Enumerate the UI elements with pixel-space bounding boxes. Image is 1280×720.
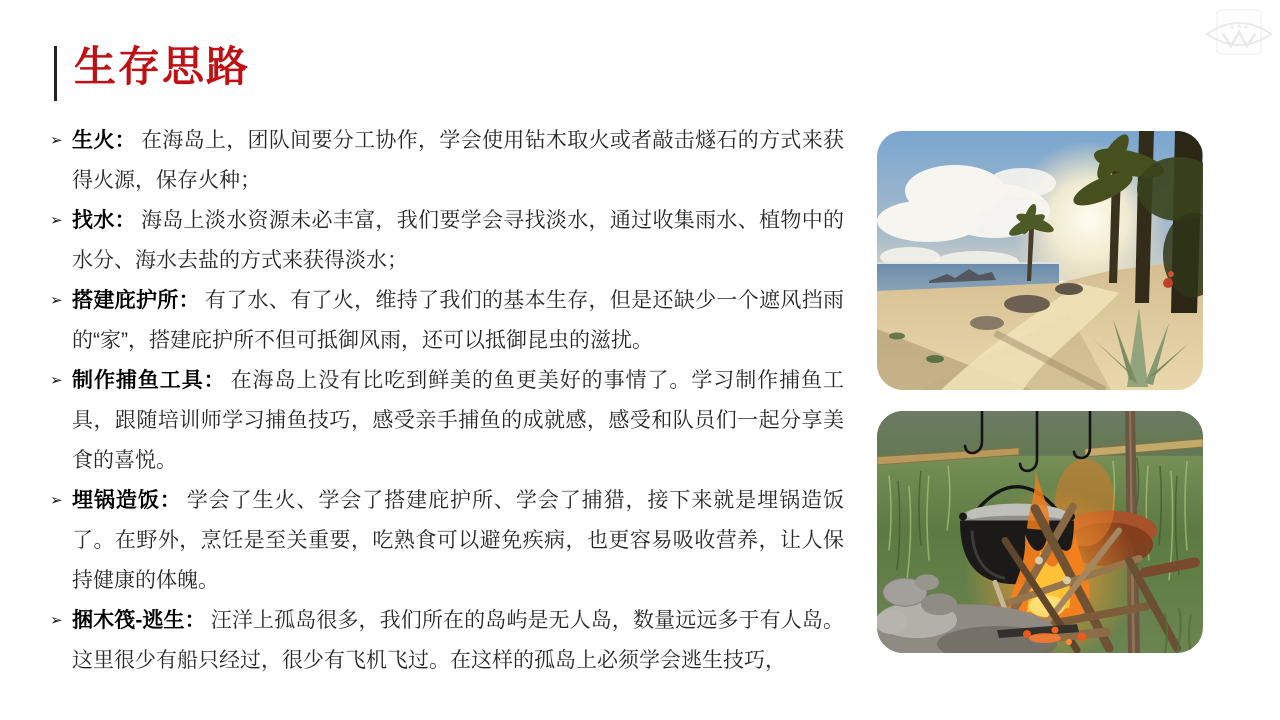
title-accent-bar <box>54 46 57 101</box>
bullet-head: 捆木筏-逃生： <box>72 609 206 632</box>
bullet-head: 制作捕鱼工具： <box>72 369 226 392</box>
bullet-head: 找水： <box>72 209 136 232</box>
bullet-body: 有了水、有了火，维持了我们的基本生存，但是还缺少一个遮风挡雨的“家”，搭建庇护所不但可抵御风雨，还可以抵御昆虫的滋扰。 <box>72 289 845 352</box>
bullet-body: 海岛上淡水资源未必丰富，我们要学会寻找淡水，通过收集雨水、植物中的水分、海水去盐的方式来获得淡水； <box>72 209 845 272</box>
bullet-arrow-icon: ➢ <box>50 372 63 389</box>
beach-grass <box>889 333 905 340</box>
bullet-arrow-icon: ➢ <box>50 492 63 509</box>
island-beach-photo <box>877 131 1203 390</box>
bullet-body: 学会了生火、学会了搭建庇护所、学会了捕猎，接下来就是埋锅造饭了。在野外，烹饪是至关重要，吃熟食可以避免疾病，也更容易吸收营养，让人保持健康的体魄。 <box>72 489 845 592</box>
red-flower <box>1168 271 1174 277</box>
bullet-list <box>50 121 844 681</box>
list-item <box>50 601 844 681</box>
bullet-head: 搭建庇护所： <box>72 289 200 312</box>
blurred-backdrop <box>877 411 1203 431</box>
eye-emblem-icon <box>1203 6 1275 58</box>
rock <box>970 316 1004 330</box>
list-item <box>50 361 844 481</box>
bullet-body: 在海岛上没有比吃到鲜美的鱼更美好的事情了。学习制作捕鱼工具，跟随培训师学习捕鱼技巧，感受亲手捕鱼的成就感，感受和队员们一起分享美食的喜悦。 <box>72 369 845 472</box>
bullet-arrow-icon: ➢ <box>50 212 63 229</box>
list-item <box>50 281 844 361</box>
bullet-arrow-icon: ➢ <box>50 292 63 309</box>
bullet-head: 生火： <box>72 129 136 152</box>
rock <box>1055 283 1083 295</box>
red-flower <box>1163 278 1173 288</box>
bullet-arrow-icon: ➢ <box>50 132 63 149</box>
beach-illustration <box>877 131 1203 390</box>
bullet-head: 埋锅造饭： <box>72 489 182 512</box>
rock <box>1004 295 1050 313</box>
list-item <box>50 121 844 201</box>
campfire-illustration <box>877 411 1203 653</box>
beach-grass <box>926 355 944 363</box>
brand-watermark-logo <box>1203 6 1275 58</box>
bullet-body: 汪洋上孤岛很多，我们所在的岛屿是无人岛，数量远远多于有人岛。这里很少有船只经过，很少有飞机飞过。在这样的孤岛上必须学会逃生技巧， <box>72 609 845 672</box>
bullet-arrow-icon: ➢ <box>50 612 63 629</box>
page-title: 生存思路 <box>74 43 251 90</box>
list-item <box>50 201 844 281</box>
list-item <box>50 481 844 601</box>
bullet-body: 在海岛上，团队间要分工协作，学会使用钻木取火或者敲击燧石的方式来获得火源，保存火种； <box>72 129 845 192</box>
campfire-cooking-photo <box>877 411 1203 653</box>
